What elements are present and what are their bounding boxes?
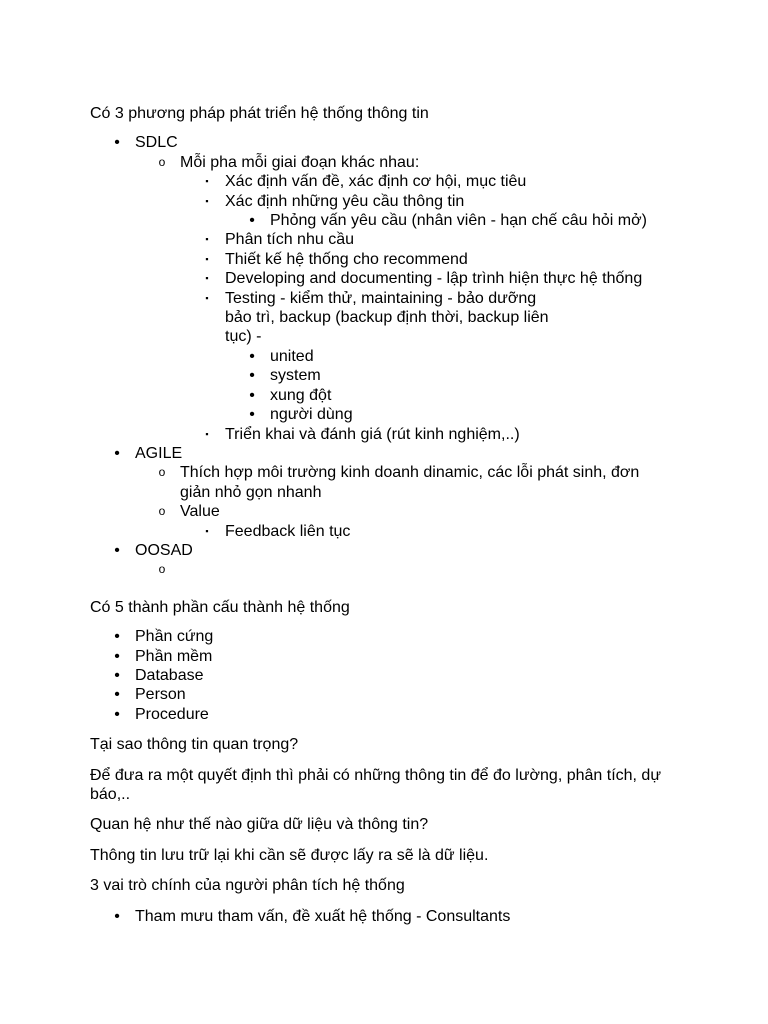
bullet-circle: o [158,465,166,480]
bullet-disc: • [249,347,255,365]
bullet-disc: • [249,406,255,424]
list-item-text: Phân tích nhu cầu [225,231,354,249]
bullet-square: ▪ [205,234,209,245]
list-item-agile-sub [90,463,690,502]
list-item-sdlc [90,133,690,152]
list-item-text [180,560,690,579]
list-item-text: united [270,347,314,365]
list-item-text: Triển khai và đánh giá (rút kinh nghiệm,..) [225,425,520,443]
bullet-square: ▪ [205,292,209,303]
heading-methods: Có 3 phương pháp phát triển hệ thống thông tin [90,105,429,122]
list-item-text: Xác định vấn đề, xác định cơ hội, mục tiêu [225,173,527,191]
list-item-component [90,666,690,685]
list-item-text: AGILE [135,444,183,462]
bullet-square: ▪ [205,176,209,187]
list-item-text: Phỏng vấn yêu cầu (nhân viên - hạn chế câu hỏi mở) [270,212,647,230]
list-item-text: system [270,367,321,385]
list-item-component [90,685,690,704]
bullet-disc: • [114,541,120,559]
list-item-text: người dùng [270,406,353,424]
list-item-text: Tham mưu tham vấn, đề xuất hệ thống - Consultants [135,907,511,925]
list-item-text: Feedback liên tục [225,522,351,540]
list-item-interview [90,211,690,230]
bullet-disc: • [114,628,120,646]
answer-relation: Thông tin lưu trữ lại khi cần sẽ được lấy ra sẽ là dữ liệu. [90,846,489,864]
list-item-text: Phần mềm [135,647,213,665]
list-item-text: Procedure [135,705,209,723]
bullet-circle: o [158,562,166,577]
bullet-disc: • [114,666,120,684]
list-item-text: Thích hợp môi trường kinh doanh dinamic, các lỗi phát sinh, đơn giản nhỏ gọn nhanh [180,464,640,501]
list-item-component [90,647,690,666]
list-item-sdlc-step [90,192,690,211]
list-item-agile-sub [90,502,690,521]
question-relation: Quan hệ như thế nào giữa dữ liệu và thông tin? [90,816,429,834]
list-item-testing [90,366,690,385]
bullet-disc: • [114,907,120,925]
list-item-sdlc-step [90,172,690,191]
list-item-sdlc-step [90,269,690,288]
list-item-sdlc-step [90,425,690,444]
list-item-text: SDLC [135,134,178,152]
list-item-testing [90,405,690,424]
list-item-agile [90,444,690,463]
bullet-square: ▪ [205,428,209,439]
list-item-text: Thiết kế hệ thống cho recommend [225,250,468,268]
list-item-text: Value [180,503,220,521]
list-item-text: Phần cứng [135,628,214,646]
list-item-sdlc-sub [90,153,690,172]
list-item-text: xung đột [270,386,332,404]
list-item-sdlc-step [90,230,690,249]
answer-importance: Để đưa ra một quyết định thì phải có những thông tin để đo lường, phân tích, dự báo,.. [90,766,662,803]
bullet-disc: • [114,134,120,152]
heading-components: Có 5 thành phần cấu thành hệ thống [90,598,350,616]
components-list [90,627,690,724]
bullet-disc: • [249,386,255,404]
bullet-disc: • [114,444,120,462]
bullet-square: ▪ [205,253,209,264]
bullet-disc: • [114,686,120,704]
list-item-text: OOSAD [135,541,193,559]
methods-list [90,133,690,579]
list-item-text: Testing - kiểm thử, maintaining - bảo dưỡng bảo trì, backup (backup định thời, backup liên tục) - [225,289,549,346]
bullet-disc: • [114,647,120,665]
question-importance: Tại sao thông tin quan trọng? [90,736,299,754]
document-body [90,104,690,926]
list-item-sdlc-step [90,289,690,347]
list-item-text: Xác định những yêu cầu thông tin [225,192,465,210]
bullet-disc: • [249,367,255,385]
list-item-testing [90,347,690,366]
list-item-component [90,627,690,646]
list-item-testing [90,386,690,405]
list-item-sdlc-step [90,250,690,269]
list-item-text: Person [135,686,186,704]
bullet-square: ▪ [205,195,209,206]
bullet-square: ▪ [205,525,209,536]
roles-list [90,907,690,926]
list-item-role [90,907,690,926]
list-item-text: Mỗi pha mỗi giai đoạn khác nhau: [180,153,420,171]
bullet-square: ▪ [205,273,209,284]
list-item-text: Developing and documenting - lập trình hiện thực hệ thống [225,270,643,288]
list-item-component [90,705,690,724]
heading-roles: 3 vai trò chính của người phân tích hệ thống [90,877,405,895]
bullet-circle: o [158,504,166,519]
list-item-oosad-empty [90,560,690,579]
bullet-disc: • [114,705,120,723]
bullet-circle: o [158,154,166,169]
bullet-disc: • [249,212,255,230]
list-item-oosad [90,541,690,560]
list-item-text: Database [135,666,204,684]
list-item-agile-value [90,522,690,541]
